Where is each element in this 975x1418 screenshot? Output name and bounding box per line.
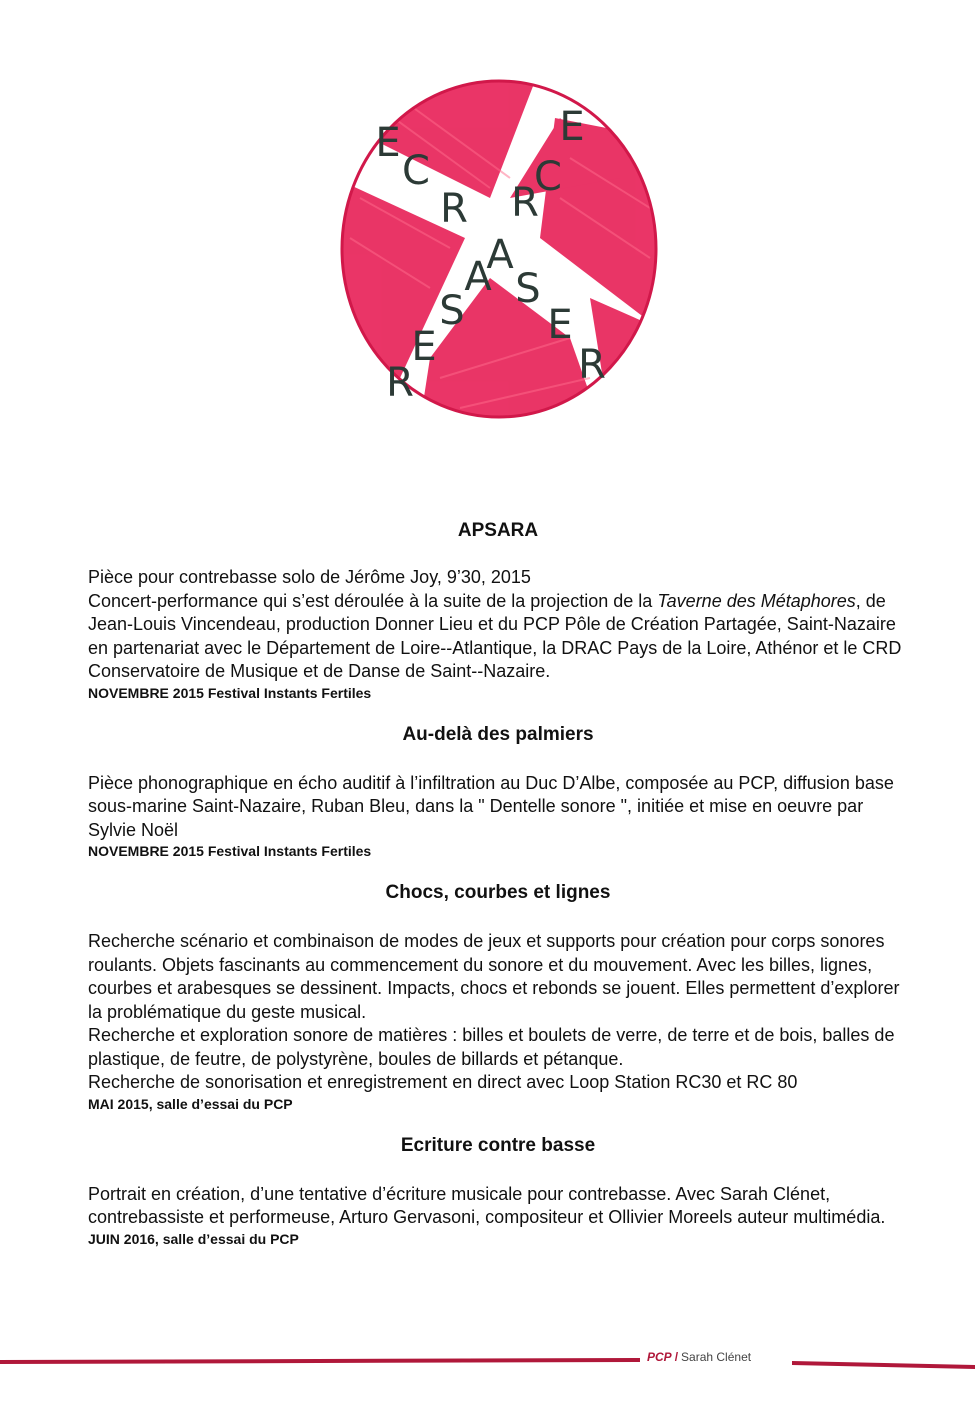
artwork-letter: C xyxy=(534,154,562,200)
event-note: NOVEMBRE 2015 Festival Instants Fertiles xyxy=(88,684,372,701)
section-body xyxy=(88,772,908,843)
section-body xyxy=(88,566,908,684)
body-paragraph: Pièce phonographique en écho auditif à l’infiltration au Duc D’Albe, composée au PCP, diffusion base sous-marine Saint-Nazaire, Ruban Bleu, dans la " Dentelle sonore ", initiée et mise en oeuvre par Sylvie Noël xyxy=(88,772,894,840)
body-text-part: , de Jean-Louis Vincendeau, production Donner Lieu et du PCP Pôle de Création Partagée, Saint-Nazaire en partenariat avec le Département de Loire--Atlantique, la DRAC Pays de la Loire, Athénor et le CRD Conservatoire de Musique et de Danse de Saint--Nazaire. xyxy=(88,590,902,681)
section-title: Ecriture contre basse xyxy=(400,1134,596,1156)
pcp-logo: PCP xyxy=(647,1350,672,1364)
erase-circle-artwork xyxy=(340,78,658,420)
footer-separator: / xyxy=(674,1350,679,1364)
section-body xyxy=(88,930,908,1095)
main-content xyxy=(88,518,908,1248)
event-note: JUIN 2016, salle d’essai du PCP xyxy=(88,1230,299,1247)
event-note: MAI 2015, salle d’essai du PCP xyxy=(88,1095,293,1112)
section-title: APSARA xyxy=(457,520,539,541)
artwork-letter: C xyxy=(402,148,430,194)
artwork-letter: R xyxy=(578,342,606,388)
section-title: Au-delà des palmiers xyxy=(402,723,594,745)
event-note: NOVEMBRE 2015 Festival Instants Fertiles xyxy=(88,843,372,859)
footer-author: Sarah Clénet xyxy=(681,1350,752,1364)
body-paragraph xyxy=(88,590,908,684)
footer-credit xyxy=(647,1350,751,1364)
artwork-letter: E xyxy=(411,324,437,370)
section-chocs-courbes-lignes xyxy=(88,880,908,1113)
film-title: Taverne des Métaphores xyxy=(657,590,856,611)
artwork-letter: E xyxy=(375,120,401,166)
artwork-letter: A xyxy=(486,232,514,278)
artwork-letter: S xyxy=(515,266,541,312)
artwork-letter: A xyxy=(464,254,492,300)
section-body xyxy=(88,1183,908,1230)
artwork-letter: E xyxy=(547,302,573,348)
artwork-letter: R xyxy=(511,180,539,226)
body-paragraph: Recherche et exploration sonore de matières : billes et boulets de verre, de terre et de bois, balles de plastique, de feutre, de polystyrène, boules de billards et pétanque. xyxy=(88,1025,895,1069)
artwork-letter: R xyxy=(386,360,414,406)
artwork-letter: S xyxy=(439,288,465,334)
footer-rule xyxy=(0,1346,975,1376)
artwork-letter: R xyxy=(440,186,468,232)
body-paragraph: Recherche scénario et combinaison de modes de jeux et supports pour création pour corps sonores roulants. Objets fascinants au commencement du sonore et du mouvement. Avec les billes, lignes, courbes et arabesques se dessinent. Impacts, chocs et rebonds se jouent. Elles permettent d’explorer la problématique du geste musical. xyxy=(88,931,900,1022)
body-paragraph: Recherche de sonorisation et enregistrement en direct avec Loop Station RC30 et RC 80 xyxy=(88,1072,798,1092)
body-paragraph: Portrait en création, d’une tentative d’écriture musicale pour contrebasse. Avec Sarah Clénet, contrebassiste et performeuse, Arturo Gervasoni, compositeur et Ollivier Moreels auteur multimédia. xyxy=(88,1183,886,1227)
artwork-letter: E xyxy=(559,104,585,150)
body-text-part: Concert-performance qui s’est déroulée à la suite de la projection de la xyxy=(88,590,658,611)
section-au-dela-des-palmiers xyxy=(88,722,908,861)
section-apsara xyxy=(88,518,908,702)
section-ecriture-contre-basse xyxy=(88,1133,908,1248)
section-title: Chocs, courbes et lignes xyxy=(385,882,611,903)
body-line: Pièce pour contrebasse solo de Jérôme Joy, 9’30, 2015 xyxy=(88,567,531,587)
